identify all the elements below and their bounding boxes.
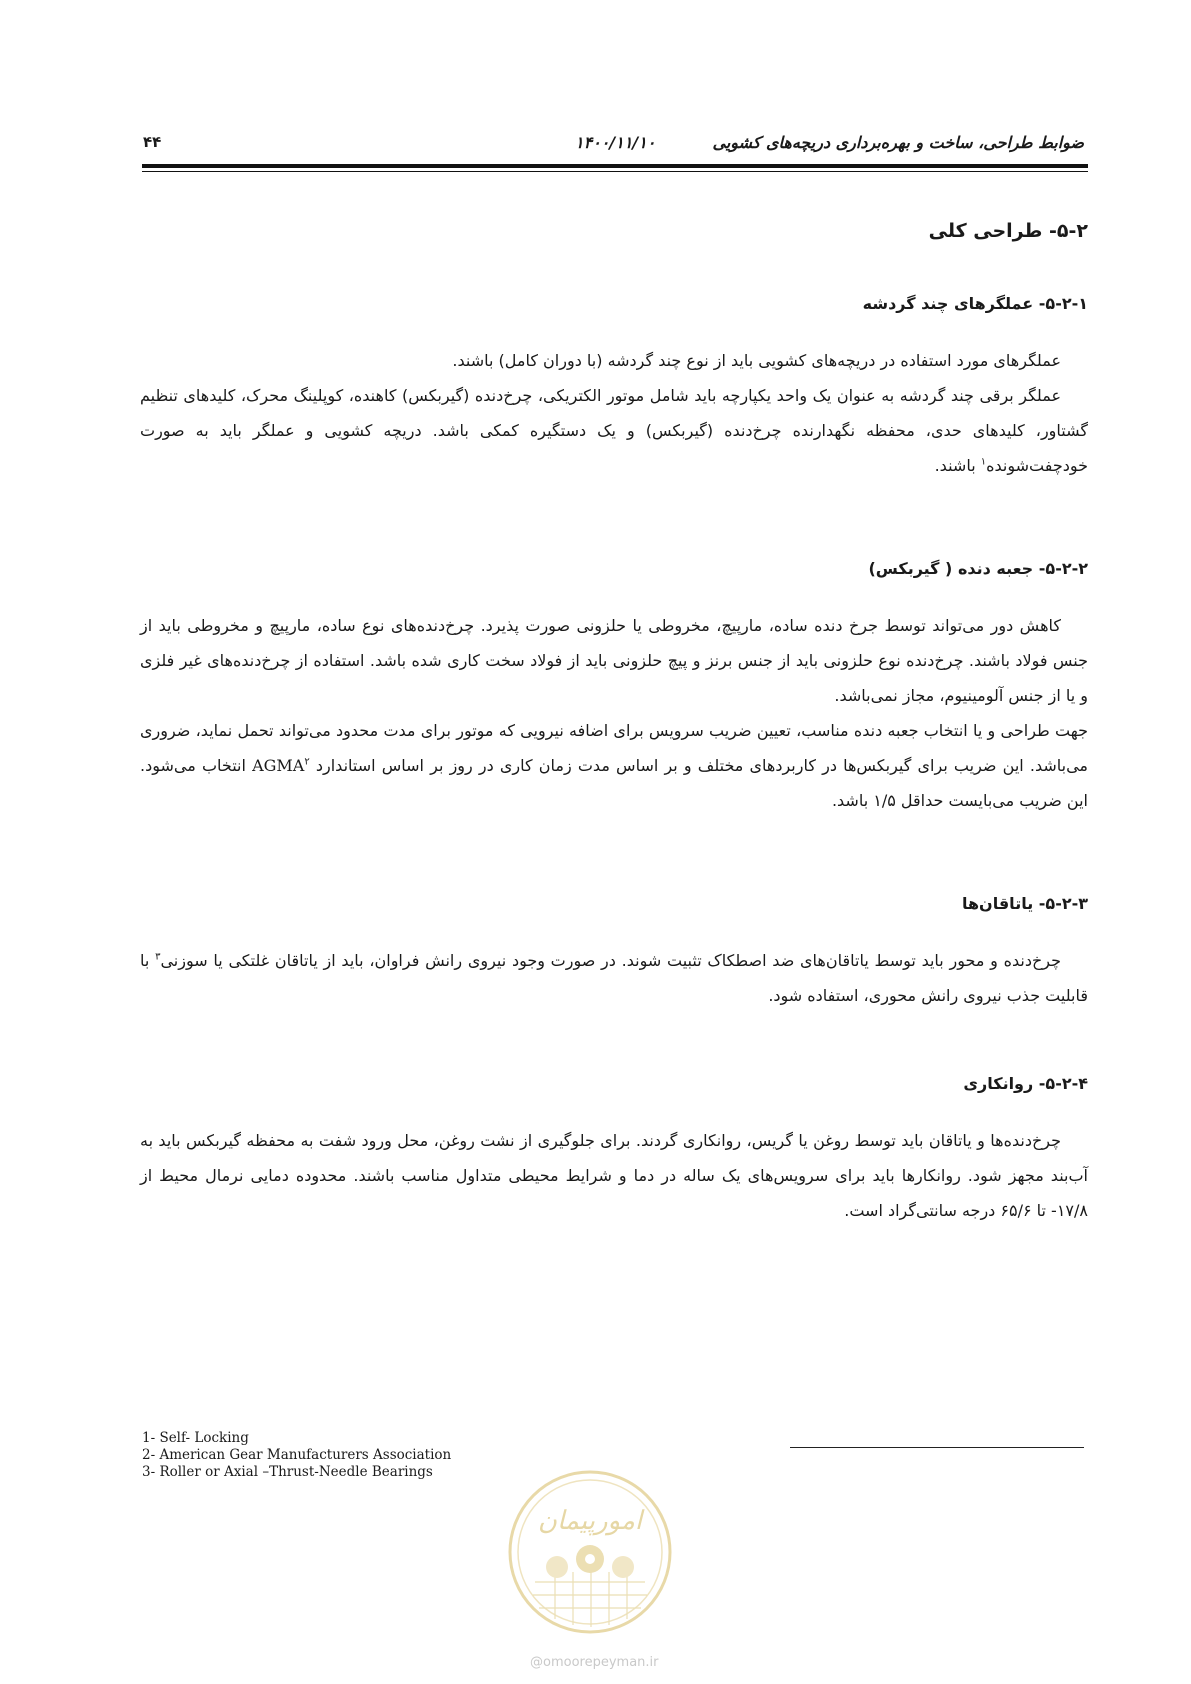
footnote-rule [790, 1447, 1084, 1448]
paragraph: چرخ‌دنده‌ها و یاتاقان باید توسط روغن یا گریس، روانکاری گردند. برای جلوگیری از نشت روغن، محل ورود شفت به محفظه گیربکس باید به آب‌بند مجهز شود. روانکارها باید برای سرویس‌های یک ساله در دما و شرایط محیطی متداول مناسب باشند. محدوده دمایی نرمال محیط از ۱۷/۸- تا ۶۵/۶ درجه سانتی‌گراد است. [140, 1131, 1088, 1220]
running-header-title: ضوابط طراحی، ساخت و بهره‌برداری دریچه‌های کشویی [712, 133, 1084, 152]
subsection-heading-2: ۵-۲-۲- جعبه دنده ( گیربکس) [868, 559, 1088, 578]
watermark-url: @omoorepeyman.ir [530, 1655, 659, 1670]
paragraph-tail: باشند. [934, 456, 981, 475]
footnote-ref-1: ۱ [980, 456, 987, 468]
agma-term: AGMA [252, 756, 305, 775]
footnote-3: 3- Roller or Axial –Thrust-Needle Bearings [142, 1464, 433, 1480]
paragraph-tail: با قابلیت جذب نیروی رانش محوری، استفاده شود. [140, 951, 1088, 1005]
paragraph-text: جهت طراحی و یا انتخاب جعبه دنده مناسب، تعیین ضریب سرویس برای اضافه نیرویی که موتور برای مدت محدود می‌تواند تحمل نماید، ضروری می‌باشد. این ضریب برای گیربکس‌ها در کاربردهای مختلف و بر اساس مدت زمان کاری در روز بر اساس استاندارد [140, 721, 1088, 775]
footnote-1: 1- Self- Locking [142, 1430, 249, 1446]
paragraph [140, 713, 1088, 818]
subsection-heading-4: ۵-۲-۴- روانکاری [963, 1074, 1088, 1093]
paragraph-text: عملگر برقی چند گردشه به عنوان یک واحد یکپارچه باید شامل موتور الکتریکی، چرخ‌دنده (گیربکس) کاهنده، کوپلینگ محرک، کلیدهای تنظیم گشتاور، کلیدهای حدی، محفظه نگهدارنده چرخ‌دنده (گیربکس) و یک دستگیره کمکی باشد. دریچه کشویی و عملگر باید به صورت خودچفت‌شونده [140, 386, 1088, 475]
page-number: ۴۴ [143, 133, 162, 151]
running-header-date: ۱۴۰۰/۱۱/۱۰ [575, 133, 656, 152]
header-rule-thin [142, 171, 1088, 172]
header-rule-thick [142, 164, 1088, 168]
watermark-logo-icon [505, 1467, 675, 1637]
paragraph: عملگرهای مورد استفاده در دریچه‌های کشویی باید از نوع چند گردشه (با دوران کامل) باشند. [452, 351, 1061, 370]
paragraph-text: چرخ‌دنده و محور باید توسط یاتاقان‌های ضد اصطکاک تثبیت شوند. در صورت وجود نیروی رانش فراوان، باید از یاتاقان غلتکی یا سوزنی [160, 951, 1061, 970]
footnote-2: 2- American Gear Manufacturers Association [142, 1447, 452, 1463]
section-heading: ۵-۲- طراحی کلی [928, 220, 1088, 242]
subsection-heading-1: ۵-۲-۱- عملگرهای چند گردشه [862, 294, 1088, 313]
paragraph [140, 943, 1088, 1013]
footnote-ref-2: ۲ [304, 756, 310, 768]
subsection-heading-3: ۵-۲-۳- یاتاقان‌ها [961, 894, 1088, 913]
paragraph [140, 378, 1088, 483]
footnote-ref-3: ۳ [155, 951, 161, 963]
paragraph-tail: انتخاب می‌شود. این ضریب می‌بایست حداقل ۱/۵ باشد. [140, 756, 1088, 810]
paragraph: کاهش دور می‌تواند توسط جرخ دنده ساده، مارپیچ، مخروطی یا حلزونی صورت پذیرد. چرخ‌دنده‌های نوع ساده، مارپیچ و مخروطی باید از جنس فولاد باشند. چرخ‌دنده نوع حلزونی باید از جنس برنز و پیچ حلزونی باید از فولاد سخت کاری شده باشد. استفاده از چرخ‌دنده‌های غیر فلزی و یا از جنس آلومینیوم، مجاز نمی‌باشد. [140, 616, 1088, 705]
watermark-logo-text: امورپیمان [537, 1506, 643, 1536]
